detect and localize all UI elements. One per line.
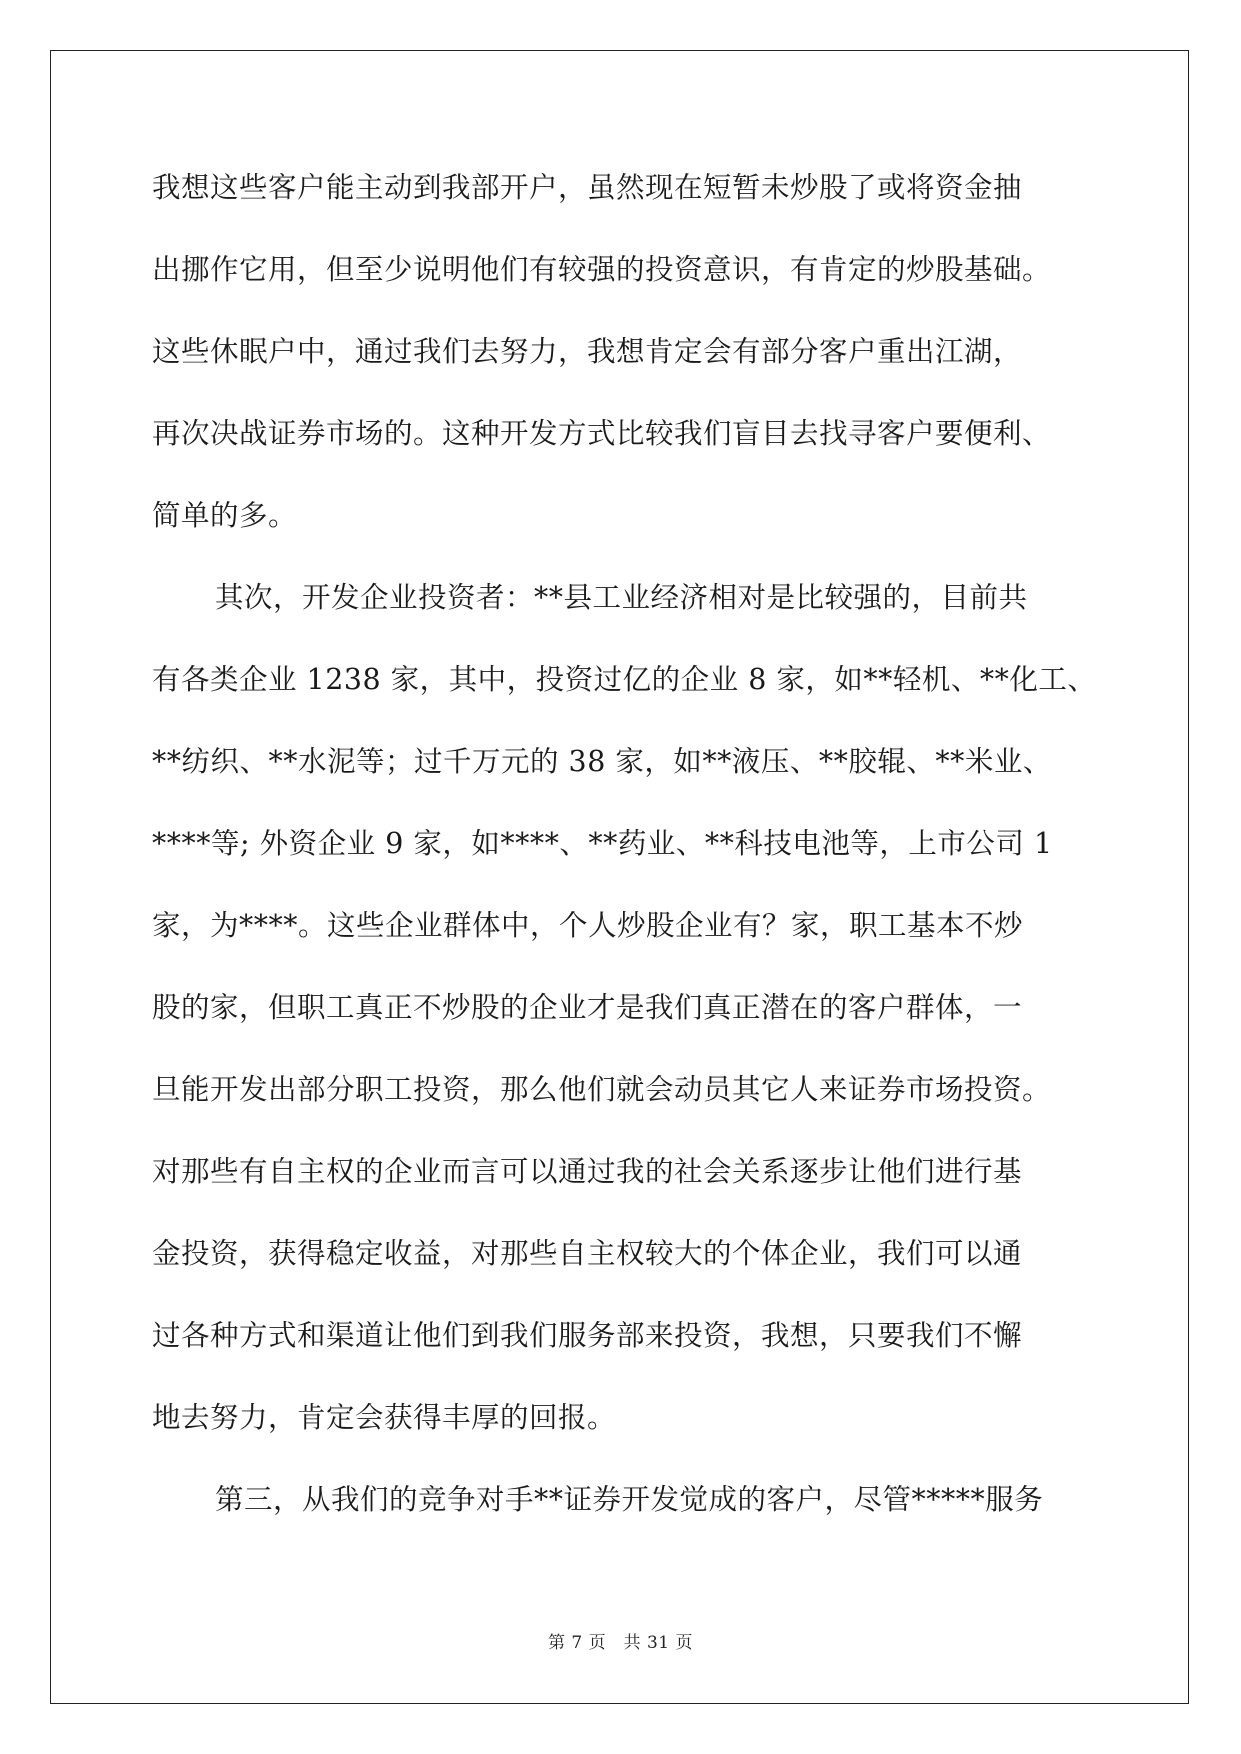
text-line: 其次，开发企业投资者：**县工业经济相对是比较强的，目前共 — [215, 581, 1028, 614]
text-line: 简单的多。 — [152, 499, 298, 532]
text-line: 出挪作它用，但至少说明他们有较强的投资意识，有肯定的炒股基础。 — [152, 253, 1052, 286]
text-line: 我想这些客户能主动到我部开户，虽然现在短暂未炒股了或将资金抽 — [152, 171, 1023, 204]
text-line: 股的家，但职工真正不炒股的企业才是我们真正潜在的客户群体，一 — [152, 991, 1023, 1024]
text-line: 有各类企业 1238 家，其中，投资过亿的企业 8 家，如**轻机、**化工、 — [152, 663, 1097, 696]
text-line: 地去努力，肯定会获得丰厚的回报。 — [152, 1401, 617, 1434]
text-line: 过各种方式和渠道让他们到我们服务部来投资，我想，只要我们不懈 — [152, 1319, 1023, 1352]
text-line: 家，为****。这些企业群体中，个人炒股企业有？家，职工基本不炒 — [152, 909, 1024, 942]
text-line: 对那些有自主权的企业而言可以通过我的社会关系逐步让他们进行基 — [152, 1155, 1023, 1188]
text-line: 旦能开发出部分职工投资，那么他们就会动员其它人来证券市场投资。 — [152, 1073, 1052, 1106]
text-line: 再次决战证券市场的。这种开发方式比较我们盲目去找寻客户要便利、 — [152, 417, 1052, 450]
text-line: ****等; 外资企业 9 家，如****、**药业、**科技电池等，上市公司 1 — [152, 827, 1053, 860]
text-line: 金投资，获得稳定收益，对那些自主权较大的个体企业，我们可以通 — [152, 1237, 1023, 1270]
page-number-footer: 第 7 页 共 31 页 — [547, 1633, 694, 1653]
text-line: **纺织、**水泥等；过千万元的 38 家，如**液压、**胶辊、**米业、 — [152, 745, 1052, 778]
document-body — [152, 170, 1097, 1564]
text-line: 第三，从我们的竞争对手**证券开发觉成的客户，尽管*****服务 — [215, 1483, 1044, 1516]
text-line: 这些休眠户中，通过我们去努力，我想肯定会有部分客户重出江湖， — [152, 335, 1023, 368]
